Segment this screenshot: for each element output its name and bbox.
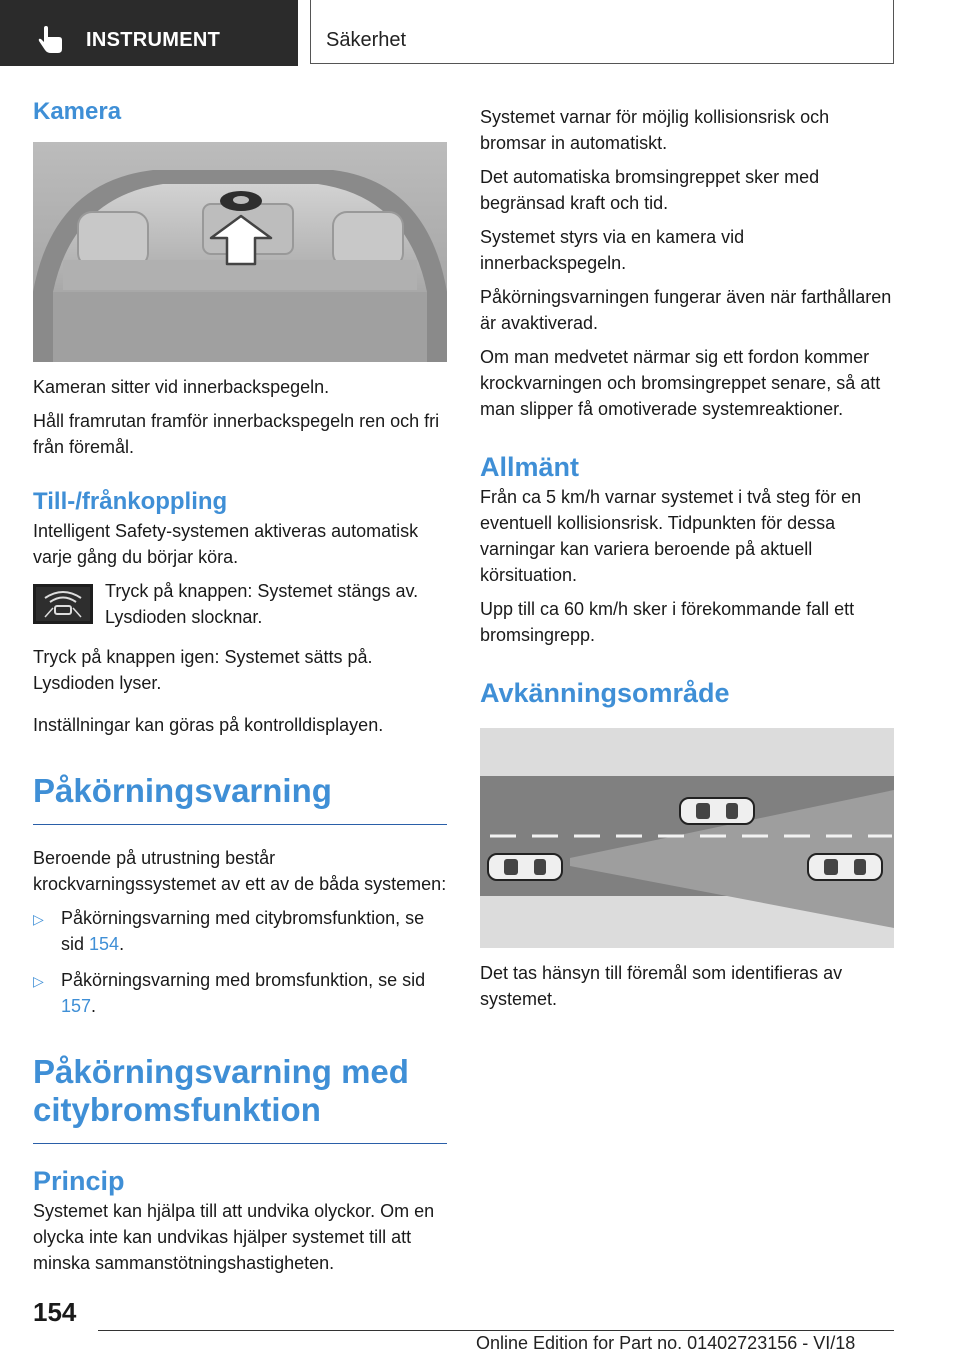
- allmant-heading: Allmänt: [480, 452, 580, 482]
- right-p3: Systemet styrs via en kamera vid innerbackspegeln.: [480, 227, 745, 273]
- till-p3: Inställningar kan göras på kontrolldisplayen.: [33, 715, 384, 735]
- allmant-p2: Upp till ca 60 km/h sker i förekommande fall ett bromsingrepp.: [480, 599, 855, 645]
- right-p2: Det automatiska bromsingreppet sker med begränsad kraft och tid.: [480, 167, 820, 213]
- detection-area-illustration: [480, 728, 894, 948]
- list-item-text: Påkörningsvarning med bromsfunktion, se sid: [61, 970, 426, 990]
- right-p1: Systemet varnar för möjlig kollisionsrisk och bromsar in automatiskt.: [480, 107, 830, 153]
- till-heading: Till-/frånkoppling: [33, 488, 228, 515]
- edition-text: Online Edition for Part no. 01402723156 - VI/18: [476, 1333, 856, 1353]
- page-ref-link[interactable]: 157: [61, 996, 92, 1016]
- right-p4: Påkörningsvarningen fungerar även när farthållaren är avaktiverad.: [480, 287, 892, 333]
- list-item: [33, 967, 447, 1019]
- avk-p1: Det tas hänsyn till föremål som identifieras av systemet.: [480, 963, 843, 1009]
- right-p5: Om man medvetet närmar sig ett fordon kommer krockvarningen och bromsingreppet senare, så att man slipper få omotiverade systemreaktioner.: [480, 347, 881, 419]
- list-item-text: Påkörningsvarning med citybromsfunktion, se sid: [61, 908, 425, 954]
- triangle-bullet-icon: ▷: [33, 911, 44, 927]
- city-heading-rule: [33, 1143, 447, 1144]
- chapter-tab[interactable]: [0, 0, 298, 66]
- camera-illustration: [33, 142, 447, 362]
- page-header: [0, 0, 960, 66]
- kamera-p2: Håll framrutan framför innerbackspegeln ren och fri från föremål.: [33, 411, 440, 457]
- allmant-p1: Från ca 5 km/h varnar systemet i två steg för en eventuell kollisionsrisk. Tidpunkten för dessa varningar kan variera beroende på aktuell körsituation.: [480, 487, 862, 585]
- pak-heading: Påkörningsvarning: [33, 772, 332, 809]
- section-title: Säkerhet: [326, 29, 407, 51]
- list-item-end: .: [119, 934, 125, 954]
- avk-heading: Avkänningsområde: [480, 678, 730, 708]
- intelligent-safety-button-icon: [33, 584, 93, 624]
- right-column: [480, 104, 894, 1020]
- left-column: [33, 96, 447, 1284]
- pak-p1: Beroende på utrustning består krockvarningssystemet av ett av de båda systemen:: [33, 848, 447, 894]
- kamera-p1: Kameran sitter vid innerbackspegeln.: [33, 377, 330, 397]
- chapter-tab-label: INSTRUMENT: [86, 29, 221, 51]
- till-p2: Tryck på knappen igen: Systemet sätts på. Lysdioden lyser.: [33, 647, 373, 693]
- pak-heading-rule: [33, 824, 447, 825]
- princip-heading: Princip: [33, 1166, 125, 1196]
- detection-area-image: [480, 728, 894, 948]
- footer-rule: [98, 1330, 894, 1331]
- page-number: 154: [33, 1297, 77, 1327]
- list-item-end: .: [91, 996, 97, 1016]
- rear-window-camera-image: [33, 142, 447, 362]
- button-instruction-text: Tryck på knappen: Systemet stängs av. Lysdioden slocknar.: [105, 581, 419, 627]
- button-instruction: [33, 578, 447, 638]
- kamera-heading: Kamera: [33, 98, 122, 125]
- till-p1: Intelligent Safety-systemen aktiveras automatisk varje gång du börjar köra.: [33, 521, 419, 567]
- page-ref-link[interactable]: 154: [89, 934, 120, 954]
- city-heading: Påkörningsvarning med citybromsfunktion: [33, 1053, 409, 1128]
- triangle-bullet-icon: ▷: [33, 973, 44, 989]
- list-item: [33, 905, 447, 957]
- system-list: [33, 905, 447, 1019]
- pointing-hand-icon: [36, 26, 66, 54]
- princip-p1: Systemet kan hjälpa till att undvika olyckor. Om en olycka inte kan undvikas hjälper systemet till att minska sammanstötningshastigheten.: [33, 1201, 435, 1273]
